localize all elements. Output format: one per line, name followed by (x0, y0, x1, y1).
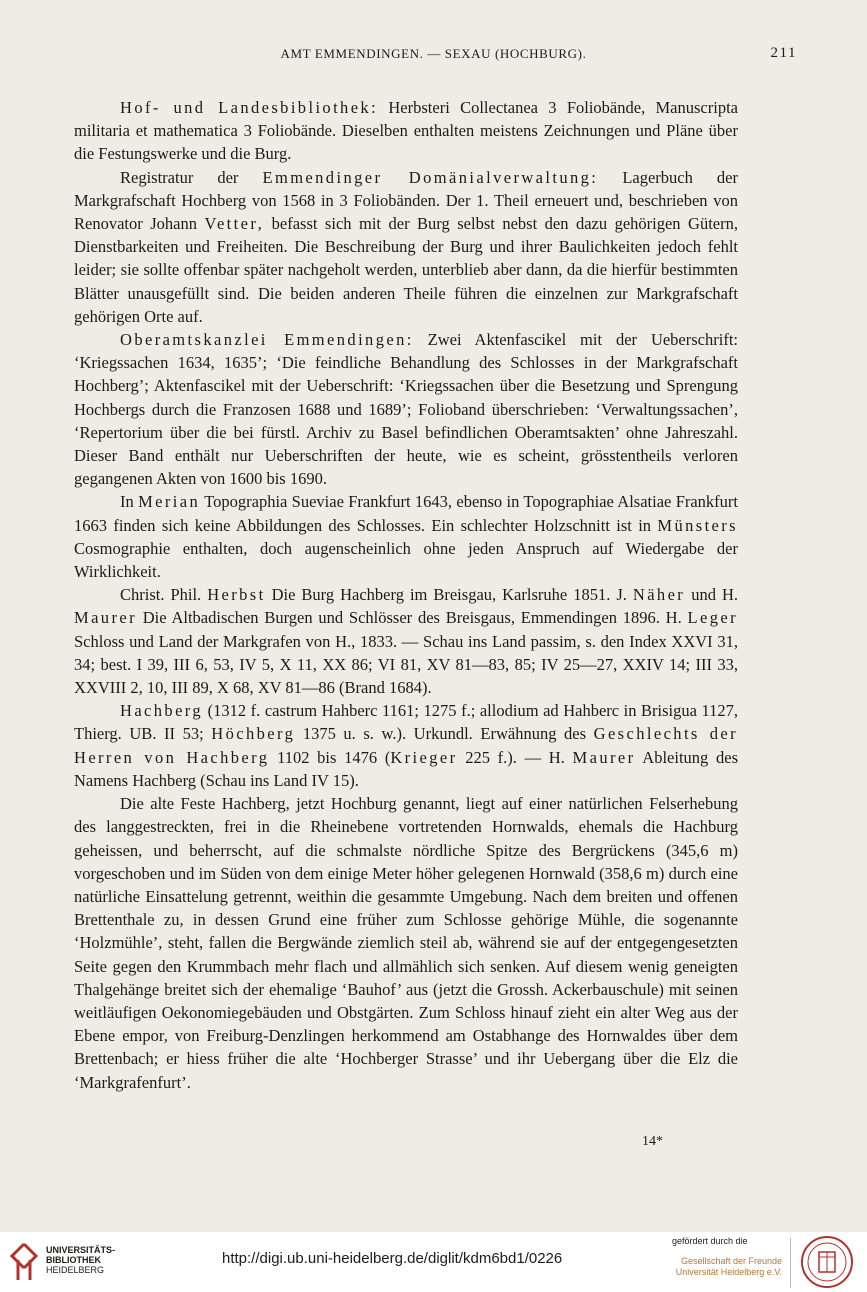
permalink-url[interactable]: http://digi.ub.uni-heidelberg.de/diglit/kdm6bd1/0226 (222, 1250, 563, 1267)
spaced-name: Krieger (390, 747, 458, 767)
paragraph (74, 583, 738, 699)
running-head (60, 46, 807, 68)
body-text (74, 96, 738, 1094)
text-run: Cosmographie enthalten, doch augenscheinlich ohne jeden Anspruch auf Wiedergabe der Wirklichkeit. (74, 538, 738, 582)
funded-by-label: gefördert durch die (672, 1236, 748, 1246)
spaced-name: Hof- und Landesbibliothek: (120, 98, 379, 117)
spaced-name: Oberamtskanzlei Emmendingen: (120, 330, 414, 350)
text-run: In (120, 492, 139, 512)
viewer-footer (0, 1232, 867, 1292)
spaced-name: Leger (687, 608, 738, 628)
paragraph (74, 792, 738, 1094)
text-run: Die alte Feste Hachberg, jetzt Hochburg genannt, liegt auf einer natürlichen Felserhebung des langgestreckten, frei in die Rheinebene vortretenden Hornwalds, ehemals die Hachburg geheissen, und beherrscht, auf die schmalste nördliche Spitze des Bergrückens (345,6 m) vorgeschoben und im Süden von dem einige Meter höher gelegenen Hornwald (358,6 m) durch eine natürliche Einsattelung getrennt, weithin die gesammte Umgebung. Nach dem breiten und offenen Brettenthale zu, in dessen Grund eine früher zum Schlosse gehörige Mühle, die sogenannte ‘Holzmühle’, steht, fallen die Bergwände ziemlich steil ab, während sie auf der entgegengesetzten Seite gegen den Krummbach mehr flach und allmählich sich senken. Auf diesem wenig geneigten Thalgehänge breitet sich der ehemalige ‘Bauhof’ aus (jetzt die Grossh. Ackerbauschule) mit seinen weitläufigen Oekonomiegebäuden und Obstgärten. Zum Schloss hinauf zieht ein alter Weg aus der Ebene empor, von Freiburg-Denzlingen herkommend am Ostabhange des Hornwaldes über dem Brettenbach; er hiess früher die alte ‘Hochberger Strasse’ und ihr Uebergang über die Elz die ‘Markgrafenfurt’. (74, 794, 738, 1092)
library-name-line: BIBLIOTHEK (46, 1255, 101, 1265)
text-run: Die Burg Hachberg im Breisgau, Karlsruhe 1851. J. (265, 585, 633, 605)
spaced-name: Näher (632, 585, 686, 605)
university-seal-icon[interactable] (800, 1235, 854, 1289)
text-run: Zwei Aktenfascikel mit der Ueberschrift: ‘Kriegssachen 1634, 1635’; ‘Die feindliche Behandlung des Schlosses in der Markgrafschaft Hochberg’; Aktenfascikel mit der Ueberschrift: ‘Kriegssachen über die Besetzung und Sprengung Hochbergs durch die Franzosen 1688 und 1689’; Folioband überschrieben: ‘Verwaltungssachen’, ‘Repertorium über die bei fürstl. Archiv zu Basel befindlichen Oberamtsakten’ ohne Jahreszahl. Dieser Band enthält nur Ueberschriften der heute, wie es scheint, grösstentheils verloren gegangenen Akten von 1600 bis 1690. (74, 330, 738, 489)
spaced-name: Hachberg (120, 701, 204, 721)
spaced-name: Merian (138, 492, 201, 512)
text-run: 1375 u. s. w.). Urkundl. Erwähnung des (295, 724, 594, 744)
text-run: Lagerbuch der Markgrafschaft Hochberg von 1568 in 3 Foliobänden. Der 1. Theil erneuert und, beschrieben von Renovator Johann (74, 167, 738, 234)
sponsor-name[interactable] (672, 1256, 782, 1278)
text-run: Die Altbadischen Burgen und Schlösser des Breisgaus, Emmendingen 1896. H. (136, 608, 688, 628)
spaced-name: Vetter, (204, 214, 265, 234)
text-run: Schloss und Land der Markgrafen von H., 1833. — Schau ins Land passim, s. den Index XXVI 31, 34; best. I 39, III 6, 53, IV 5, X 11, XX 86; VI 81, XV 81—83, 85; IV 25—27, XXIV 14; III 33, XXVIII 2, 10, III 89, X 68, XV 81—86 (Brand 1684). (74, 631, 738, 698)
library-name (46, 1245, 115, 1275)
spaced-name: Maurer (572, 747, 636, 767)
signature-mark: 14* (642, 1134, 663, 1149)
spaced-name: Maurer (74, 608, 137, 628)
text-run: (1312 f. castrum Hahberc 1161; 1275 f.; allodium ad Hahberc in Brisigua 1127, Thierg. UB. II 53; (74, 701, 738, 744)
spaced-name: Emmendinger Domänialverwaltung: (262, 167, 599, 187)
text-run: Topographia Sueviae Frankfurt 1643, ebenso in Topographiae Alsatiae Frankfurt 1663 finden sich keine Abbildungen des Schlosses. Ein schlechter Holzschnitt ist in (74, 492, 739, 535)
footer-divider (790, 1238, 791, 1288)
text-run: Ableitung des Namens Hachberg (Schau ins Land IV 15). (74, 747, 738, 790)
paragraph (74, 96, 738, 166)
paragraph (74, 699, 738, 792)
paragraph (74, 328, 738, 490)
text-run: und H. (685, 585, 738, 605)
paragraph (74, 166, 738, 328)
library-logo-icon[interactable] (8, 1240, 40, 1284)
text-run: 1102 bis 1476 ( (269, 747, 391, 767)
spaced-name: Münsters (657, 515, 738, 535)
library-name-line: UNIVERSITÄTS- (46, 1245, 116, 1255)
sponsor-line: Gesellschaft der Freunde (680, 1256, 782, 1266)
text-run: 225 f.). — H. (457, 747, 573, 767)
page-number: 211 (770, 45, 797, 61)
spaced-name: Geschlechts der Herren von Hachberg (74, 724, 738, 767)
text-run: Herbsteri Collectanea 3 Foliobände, Manuscripta militaria et mathematica 3 Foliobände. Dieselben enthalten meistens Zeichnungen und Pläne über die Festungswerke und die Burg. (74, 98, 738, 164)
text-run: Registratur der (120, 167, 263, 187)
text-run: befasst sich mit der Burg selbst nebst den dazu gehörigen Gütern, Dienstbarkeiten und Freiheiten. Die Beschreibung der Burg und ihrer Baulichkeiten jedoch fehlt leider; sie sollte offenbar später nachgeholt werden, unterblieb aber dann, da die hierfür bestimmten Blätter unausgefüllt sind. Die beiden anderen Theile führen die einzelnen zur Markgrafschaft gehörigen Orte auf. (74, 214, 738, 326)
running-head-title: AMT EMMENDINGEN. — SEXAU (HOCHBURG). (280, 46, 587, 61)
library-name-line: HEIDELBERG (46, 1265, 105, 1275)
spaced-name: Herbst (207, 585, 266, 605)
sponsor-line: Universität Heidelberg e.V. (675, 1267, 782, 1277)
spaced-name: Höchberg (211, 724, 296, 744)
text-run: Christ. Phil. (120, 585, 208, 605)
paragraph (74, 490, 738, 583)
